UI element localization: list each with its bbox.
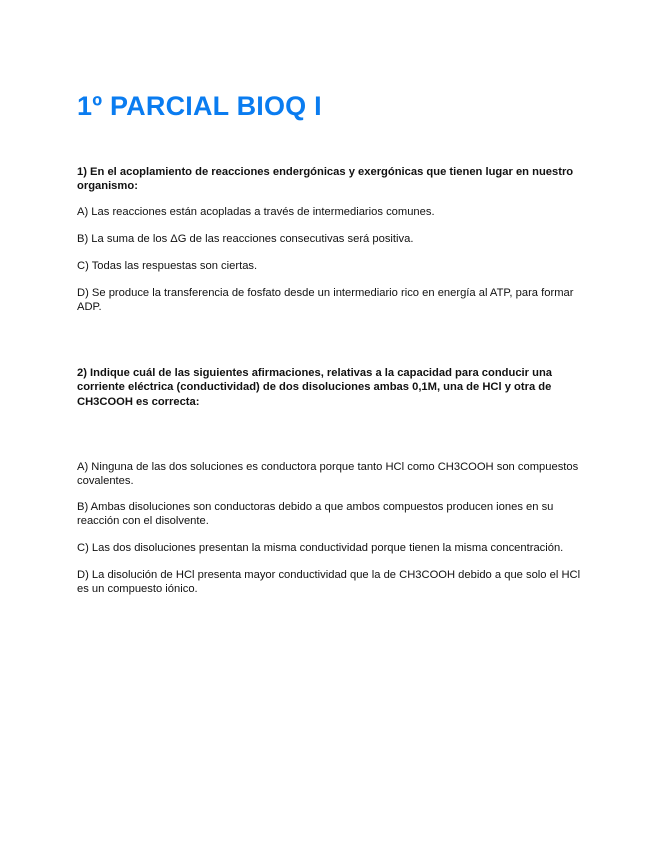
option-text: B) La suma de los ΔG de las reacciones consecutivas será positiva. <box>77 233 414 245</box>
option-text: A) Ninguna de las dos soluciones es conductora porque tanto HCl como CH3COOH son compuestos covalentes. <box>77 461 579 488</box>
option-text: C) Las dos disoluciones presentan la misma conductividad porque tienen la misma concentración. <box>77 542 564 554</box>
question-1-option-c <box>77 259 587 273</box>
page-title: 1º PARCIAL BIOQ I <box>77 91 322 121</box>
question-2-option-a <box>77 460 587 489</box>
question-2-option-b <box>77 500 587 529</box>
question-2-option-d <box>77 568 587 597</box>
question-2-text: 2) Indique cuál de las siguientes afirmaciones, relativas a la capacidad para conducir una corriente eléctrica (conductividad) de dos disoluciones ambas 0,1M, una de HCl y otra de CH3COOH es correcta: <box>77 367 553 408</box>
question-1 <box>77 165 587 194</box>
option-text: C) Todas las respuestas son ciertas. <box>77 260 258 272</box>
question-1-option-a <box>77 205 587 219</box>
question-1-option-d <box>77 286 587 315</box>
option-text: D) La disolución de HCl presenta mayor conductividad que la de CH3COOH debido a que solo el HCl es un compuesto iónico. <box>77 569 581 596</box>
question-2 <box>77 366 587 409</box>
question-2-option-c <box>77 541 587 555</box>
question-1-text: 1) En el acoplamiento de reacciones endergónicas y exergónicas que tienen lugar en nuestro organismo: <box>77 166 574 193</box>
question-1-option-b <box>77 232 587 246</box>
option-text: A) Las reacciones están acopladas a través de intermediarios comunes. <box>77 206 435 218</box>
option-text: D) Se produce la transferencia de fosfato desde un intermediario rico en energía al ATP, para formar ADP. <box>77 287 574 314</box>
option-text: B) Ambas disoluciones son conductoras debido a que ambos compuestos producen iones en su reacción con el disolvente. <box>77 501 554 528</box>
